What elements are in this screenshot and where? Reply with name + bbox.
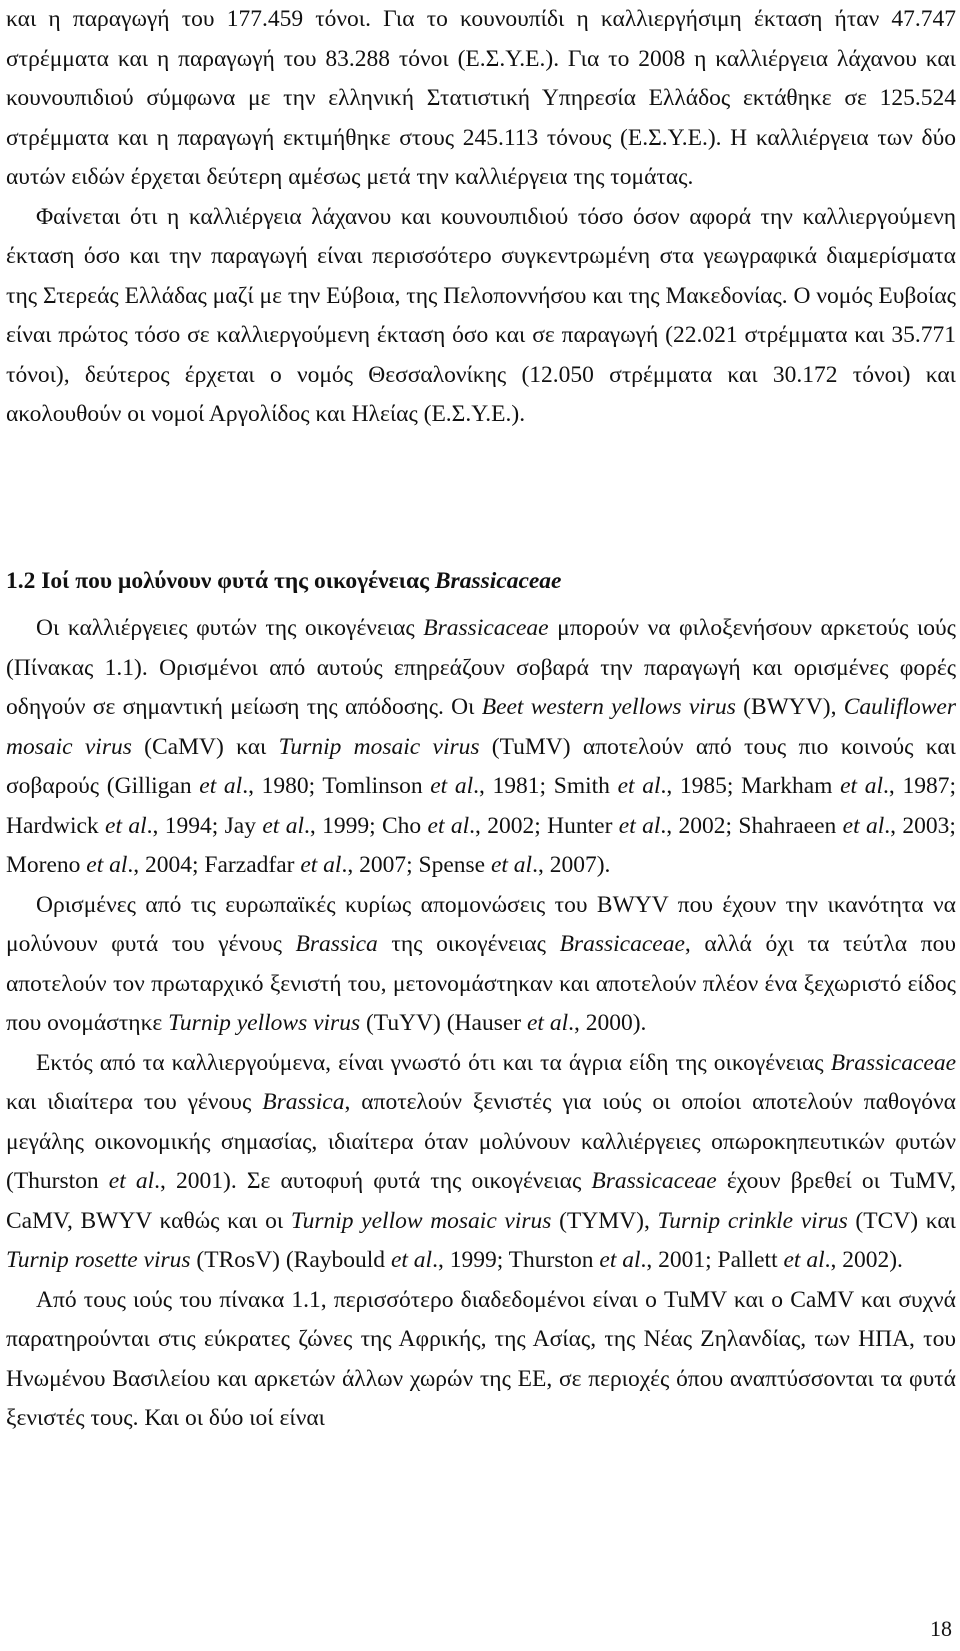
italic-run: Turnip mosaic virus	[278, 733, 480, 760]
section-heading-text: 1.2 Ιοί που μολύνουν φυτά της οικογένειας	[6, 568, 435, 594]
text-run: ., 2002).	[824, 1247, 903, 1273]
italic-run: Turnip yellow mosaic virus	[290, 1207, 552, 1234]
italic-run: et al	[599, 1247, 641, 1273]
text-run: , αποτελούν ξενιστές για ιούς οι οποίοι αποτελούν παθογόνα μεγάλης οικονομικής σημασίας, ιδιαίτερα όταν μολύνουν καλλιέργειες οπωροκηπευτικών φυτών (Thurston	[6, 1089, 956, 1194]
body-text-bottom	[6, 609, 956, 1439]
italic-run: et al	[618, 812, 661, 839]
italic-run: et al	[105, 812, 147, 839]
text-run: και η παραγωγή του 177.459 τόνοι. Για το κουνουπίδι η καλλιεργήσιμη έκταση ήταν 47.747 στρέμματα και η παραγωγή του 83.288 τόνοι (Ε.Σ.Υ.Ε.). Για το 2008 η καλλιέργεια λάχανου και κουνουπιδιού σύμφωνα με την ελληνική Στατιστική Υπηρεσία Ελλάδος εκτάθηκε σε 125.524 στρέμματα και η παραγωγή εκτιμήθηκε στους 245.113 τόνους (Ε.Σ.Υ.Ε.). Η καλλιέργεια των δύο αυτών ειδών έρχεται δεύτερη αμέσως μετά την καλλιέργεια της τομάτας.	[6, 6, 956, 190]
body-text-top	[6, 0, 956, 435]
italic-run: et al	[783, 1247, 825, 1273]
section-heading	[6, 566, 562, 596]
paragraph	[6, 886, 956, 1044]
paragraph	[6, 0, 956, 198]
italic-run: et al	[427, 812, 470, 839]
italic-run: et al	[108, 1168, 155, 1194]
text-run: Εκτός από τα καλλιεργούμενα, είναι γνωστό ότι και τα άγρια είδη της οικογένειας	[36, 1049, 831, 1076]
section-heading-italic: Brassicaceae	[434, 568, 562, 594]
text-run: ., 1999; Thurston	[432, 1247, 600, 1273]
text-run: ., 1987; Hardwick	[6, 773, 956, 839]
italic-run: Brassicaceae	[830, 1049, 956, 1076]
text-run: έχουν βρεθεί οι TuMV, CaMV, BWYV καθώς και οι	[6, 1168, 957, 1234]
text-run: (TRosV) (Raybould	[190, 1247, 391, 1273]
paragraph	[6, 1281, 956, 1439]
text-run: ., 2007; Spense	[341, 852, 491, 878]
text-run: ., 2004; Farzadfar	[127, 852, 301, 878]
text-run: ., 2007).	[532, 852, 611, 878]
paragraph	[6, 609, 956, 886]
text-run: ., 2002; Shahraeen	[660, 812, 843, 839]
text-run: , αλλά όχι τα τεύτλα που αποτελούν τον πρωταρχικό ξενιστή του, μετονομάστηκαν και αποτελούν πλέον ένα ξεχωριστό είδος που ονομάστηκε	[6, 931, 956, 1036]
text-run: (TYMV),	[551, 1207, 658, 1234]
text-run: και ιδιαίτερα του γένους	[6, 1089, 263, 1115]
italic-run: et al	[300, 852, 342, 878]
italic-run: et al	[617, 773, 661, 799]
italic-run: et al	[390, 1247, 433, 1273]
text-run: (BWYV),	[735, 694, 844, 720]
italic-run: et al	[430, 773, 474, 799]
text-run: (TuYV) (Hauser	[360, 1010, 527, 1036]
italic-run: et al	[199, 773, 243, 799]
italic-run: Brassicaceae	[423, 615, 549, 641]
text-run: ., 1999; Cho	[303, 812, 428, 839]
text-run: της οικογένειας	[377, 931, 560, 957]
italic-run: et al	[490, 852, 533, 878]
italic-run: et al	[840, 773, 884, 799]
italic-run: Brassica	[262, 1089, 345, 1115]
italic-run: Brassica	[295, 931, 378, 957]
italic-run: et al	[262, 812, 304, 839]
text-run: ., 2002; Hunter	[469, 812, 619, 839]
italic-run: Turnip rosette virus	[6, 1247, 191, 1273]
text-run: ., 1981; Smith	[473, 773, 618, 799]
text-run: ., 2001). Σε αυτοφυή φυτά της οικογένειας	[154, 1168, 592, 1194]
italic-run: Beet western yellows virus	[481, 694, 736, 720]
italic-run: Turnip yellows virus	[168, 1010, 361, 1036]
text-run: (TuMV) αποτελούν από τους πιο κοινούς και σοβαρούς (Gilligan	[6, 733, 956, 799]
text-run: ., 1980; Tomlinson	[242, 773, 431, 799]
text-run: (CaMV) και	[131, 733, 279, 760]
text-run: (TCV) και	[847, 1207, 956, 1234]
italic-run: Brassicaceae	[559, 931, 685, 957]
page-number: 18	[930, 1616, 952, 1641]
text-run: ., 1985; Markham	[660, 773, 841, 799]
text-run: ., 2003; Moreno	[6, 812, 956, 878]
text-run: Φαίνεται ότι η καλλιέργεια λάχανου και κουνουπιδιού τόσο όσον αφορά την καλλιεργούμενη έκταση όσο και την παραγωγή είναι περισσότερο συγκεντρωμένη στα γεωγραφικά διαμερίσματα της Στερεάς Ελλάδας μαζί με την Εύβοια, της Πελοποννήσου και της Μακεδονίας. Ο νομός Ευβοίας είναι πρώτος τόσο σε καλλιεργούμενη έκταση όσο και σε παραγωγή (22.021 στρέμματα και 35.771 τόνοι), δεύτερος έρχεται ο νομός Θεσσαλονίκης (12.050 στρέμματα και 30.172 τόνοι) και ακολουθούν οι νομοί Αργολίδος και Ηλείας (Ε.Σ.Υ.Ε.).	[6, 203, 956, 427]
text-run: Οι καλλιέργειες φυτών της οικογένειας	[36, 615, 424, 641]
italic-run: Cauliflower mosaic virus	[6, 694, 957, 760]
italic-run: Turnip crinkle virus	[657, 1207, 848, 1234]
text-run: ., 2000).	[568, 1010, 647, 1036]
italic-run: et al	[842, 812, 885, 839]
italic-run: et al	[526, 1010, 569, 1036]
paragraph	[6, 1044, 956, 1281]
text-run: Από τους ιούς του πίνακα 1.1, περισσότερο διαδεδομένοι είναι ο TuMV και ο CaMV και συχνά παρατηρούνται στις εύκρατες ζώνες της Αφρικής, της Ασίας, της Νέας Ζηλανδίας, των ΗΠΑ, του Ηνωμένου Βασιλείου και αρκετών άλλων χωρών της ΕΕ, σε περιοχές όπου αναπτύσσονται τα φυτά ξενιστές τους. Και οι δύο ιοί είναι	[6, 1286, 956, 1431]
paragraph	[6, 198, 956, 435]
italic-run: et al	[86, 852, 128, 878]
text-run: ., 2001; Pallett	[640, 1247, 784, 1273]
text-run: μπορούν να φιλοξενήσουν αρκετούς ιούς (Πίνακας 1.1). Ορισμένοι από αυτούς επηρεάζουν σοβαρά την παραγωγή και ορισμένες φορές οδηγούν σε σημαντική μείωση της απόδοσης. Οι	[6, 615, 956, 720]
text-run: Ορισμένες από τις ευρωπαϊκές κυρίως απομονώσεις του BWYV που έχουν την ικανότητα να μολύνουν φυτά του γένους	[6, 891, 956, 957]
italic-run: Brassicaceae	[591, 1168, 717, 1194]
text-run: ., 1994; Jay	[146, 812, 263, 839]
